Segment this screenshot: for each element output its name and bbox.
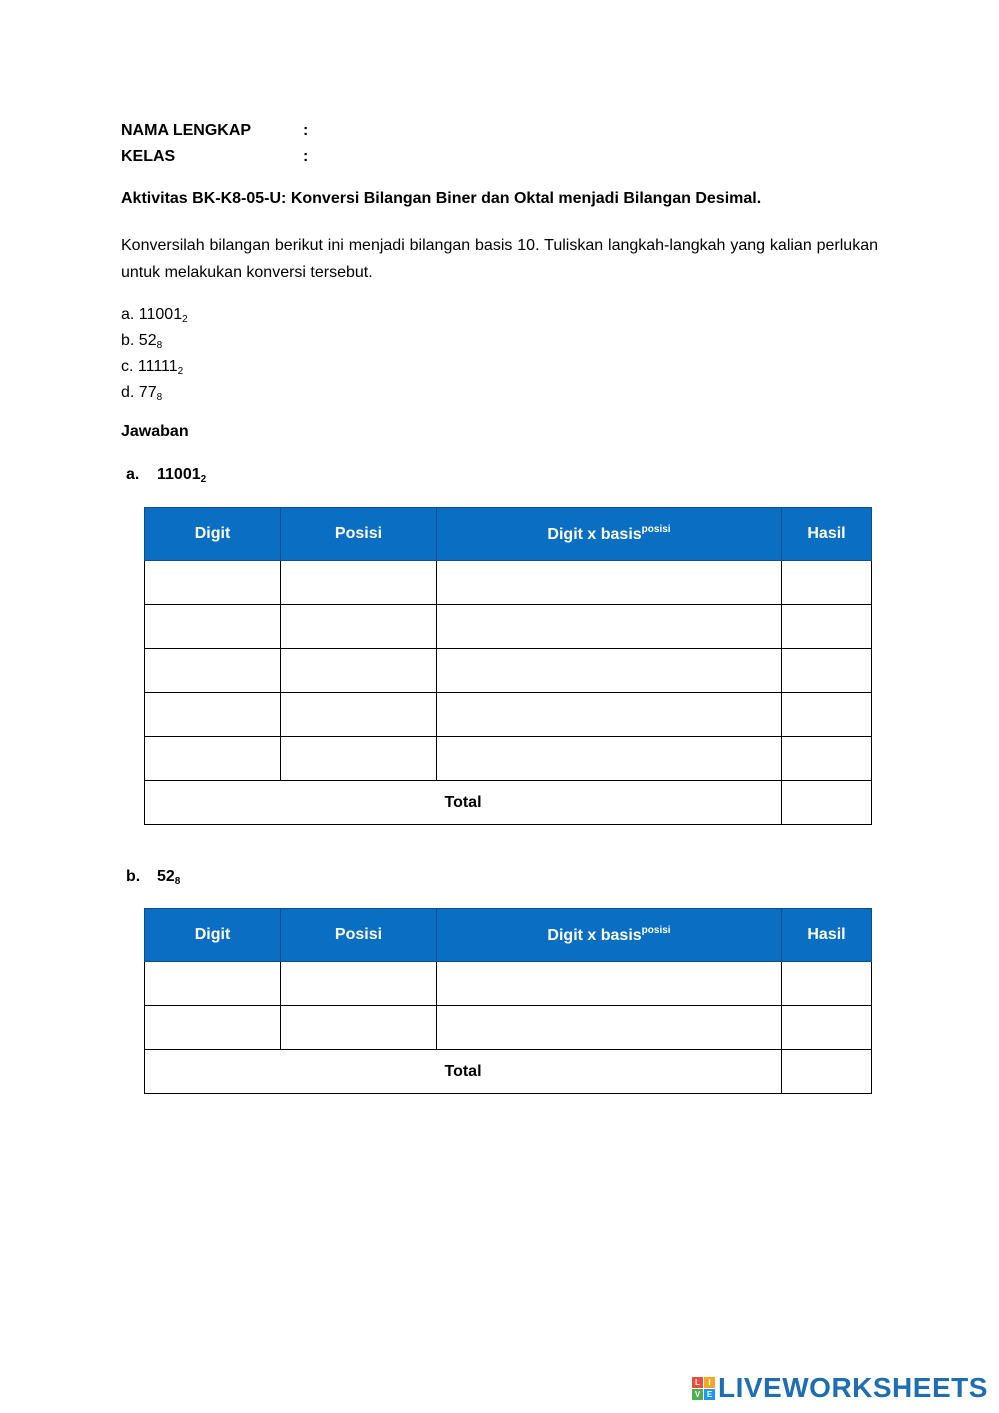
class-label: KELAS <box>121 148 176 165</box>
col-digit-header: Digit <box>145 909 281 962</box>
table-row <box>145 649 872 693</box>
answer-cell[interactable] <box>281 605 437 649</box>
class-field-row <box>121 148 308 166</box>
total-row <box>145 1050 872 1094</box>
col-hasil-header: Hasil <box>782 909 872 962</box>
answer-cell[interactable] <box>437 649 782 693</box>
part-b-label: b. $52_8$ <box>126 868 181 887</box>
col-formula-header: Digit x basis$^{posisi}$ <box>437 909 782 962</box>
instruction-text: Konversilah bilangan berikut ini menjadi bilangan basis 10. Tuliskan langkah‐langkah yang kalian perlukan untuk melakukan konversi tersebut. <box>121 237 878 281</box>
liveworksheets-logo <box>692 1372 988 1404</box>
question-item: a. $11001_2$ <box>121 306 188 325</box>
question-list <box>121 302 188 406</box>
table-row <box>145 1006 872 1050</box>
question-item: d. $77_8$ <box>121 384 163 403</box>
class-colon: : <box>303 148 309 165</box>
name-colon: : <box>303 122 309 139</box>
total-label: Total <box>145 1050 782 1094</box>
answer-cell[interactable] <box>145 561 281 605</box>
answer-cell[interactable] <box>145 1006 281 1050</box>
answer-cell[interactable] <box>281 693 437 737</box>
table-row <box>145 962 872 1006</box>
answer-cell[interactable] <box>145 962 281 1006</box>
answer-cell[interactable] <box>145 605 281 649</box>
col-posisi-header: Posisi <box>281 508 437 561</box>
logo-tiles-icon: L I V E <box>692 1377 715 1400</box>
answer-cell[interactable] <box>782 605 872 649</box>
part-a-label: a. $11001_2$ <box>126 466 207 485</box>
table-header-row <box>145 909 872 962</box>
col-formula-header: Digit x basis$^{posisi}$ <box>437 508 782 561</box>
total-answer-cell[interactable] <box>782 781 872 825</box>
answer-cell[interactable] <box>437 561 782 605</box>
answer-cell[interactable] <box>145 649 281 693</box>
total-row <box>145 781 872 825</box>
answer-cell[interactable] <box>437 737 782 781</box>
answer-cell[interactable] <box>782 693 872 737</box>
table-row <box>145 561 872 605</box>
table-row <box>145 737 872 781</box>
answer-cell[interactable] <box>281 1006 437 1050</box>
answer-cell[interactable] <box>437 605 782 649</box>
total-answer-cell[interactable] <box>782 1050 872 1094</box>
answer-cell[interactable] <box>437 1006 782 1050</box>
col-digit-header: Digit <box>145 508 281 561</box>
total-label: Total <box>145 781 782 825</box>
answer-cell[interactable] <box>782 561 872 605</box>
answer-cell[interactable] <box>281 561 437 605</box>
answer-cell[interactable] <box>437 693 782 737</box>
answer-cell[interactable] <box>782 962 872 1006</box>
logo-wordmark: LIVEWORKSHEETS <box>718 1372 988 1403</box>
question-item: c. $11111_2$ <box>121 358 184 377</box>
col-posisi-header: Posisi <box>281 909 437 962</box>
answer-cell[interactable] <box>782 737 872 781</box>
answer-cell[interactable] <box>145 737 281 781</box>
answer-heading: Jawaban <box>121 423 189 440</box>
conversion-table-a <box>144 507 872 825</box>
name-field-row <box>121 122 308 140</box>
name-label: NAMA LENGKAP <box>121 122 252 139</box>
answer-cell[interactable] <box>782 1006 872 1050</box>
activity-title: Aktivitas BK-K8-05-U: Konversi Bilangan Biner dan Oktal menjadi Bilangan Desimal. <box>121 190 762 207</box>
table-header-row <box>145 508 872 561</box>
conversion-table-b <box>144 908 872 1094</box>
answer-cell[interactable] <box>281 649 437 693</box>
answer-cell[interactable] <box>281 962 437 1006</box>
col-hasil-header: Hasil <box>782 508 872 561</box>
answer-cell[interactable] <box>281 737 437 781</box>
answer-cell[interactable] <box>437 962 782 1006</box>
answer-cell[interactable] <box>145 693 281 737</box>
table-row <box>145 693 872 737</box>
answer-cell[interactable] <box>782 649 872 693</box>
table-row <box>145 605 872 649</box>
question-item: b. $52_8$ <box>121 332 163 351</box>
